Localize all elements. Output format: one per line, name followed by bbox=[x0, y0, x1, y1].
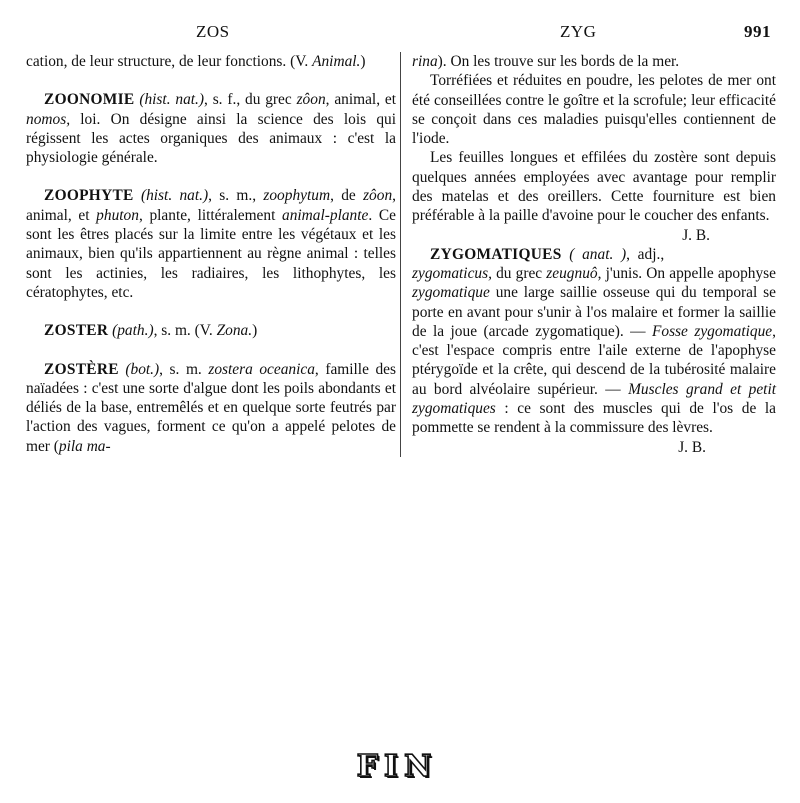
zostere-paragraph-2: Torréfiées et réduites en poudre, les pelotes de mer ont été conseillées contre le goître et la scrofule; leur efficacité se conçoit dans ces maladies puisqu'elles contiennent de l'iode. bbox=[412, 72, 776, 148]
headword: ZOOPHYTE bbox=[44, 187, 134, 205]
signature: J. B. bbox=[682, 226, 710, 244]
zostere-continuation: rina). On les trouve sur les bords de la mer. bbox=[412, 53, 680, 70]
header-right-word: ZYG bbox=[560, 22, 597, 41]
entry-zostere: ZOSTÈRE (bot.), s. m. zostera oceanica, famille des naïadées : c'est une sorte d'algue dont les poils abondants et déliés de la base, entremêlés et en quelque sorte feutrés par l'action des vagues, forment ce qu'on a appelé pelotes de mer (pila ma- bbox=[26, 360, 396, 455]
column-divider bbox=[400, 52, 401, 457]
signature: J. B. bbox=[678, 438, 706, 456]
zostere-paragraph-3: Les feuilles longues et effilées du zostère sont depuis quelques années employées avec avantage pour remplir des matelas et des oreillers. Cette fourniture est bien préférable à la paille d'avoine pour le coucher des enfants. J. B. bbox=[412, 149, 776, 244]
entry-zoonomie: ZOONOMIE (hist. nat.), s. f., du grec zôon, animal, et nomos, loi. On désigne ainsi la science des lois qui régissent les actes organiques des animaux : c'est la physiologie générale. bbox=[26, 91, 396, 167]
fin-ornament: FIN bbox=[356, 749, 438, 784]
running-header bbox=[0, 22, 800, 48]
entry-zoster: ZOSTER (path.), s. m. (V. Zona.) bbox=[44, 322, 258, 340]
entry-zygomatiques: ZYGOMATIQUES ( anat. ), adj., zygomaticus, du grec zeugnuô, j'unis. On appelle apophyse zygomatique une large saillie osseuse qui du temporal se porte en avant pour s'unir à l'os malaire et former la saillie de la joue (arcade zygomatique). — Fosse zygomatique, c'est l'espace compris entre l'aile externe de l'apophyse ptérygoïde et la crête, qui descend de la tubérosité malaire au bord alvéolaire supérieur. — Muscles grand et petit zygomatiques : ce sont des muscles qui de l'os de la pommette se rendent à la commissure des lèvres. bbox=[412, 245, 776, 437]
headword: ZOSTER bbox=[44, 322, 109, 340]
page-number: 991 bbox=[744, 22, 771, 41]
headword: ZOONOMIE bbox=[44, 91, 135, 109]
continuation-paragraph: cation, de leur structure, de leur fonctions. (V. Animal.) bbox=[26, 53, 366, 70]
headword: ZYGOMATIQUES bbox=[430, 245, 562, 263]
entry-zoophyte: ZOOPHYTE (hist. nat.), s. m., zoophytum, de zôon, animal, et phuton, plante, littéralement animal-plante. Ce sont les êtres placés sur la limite entre les végétaux et les animaux, bien qu'ils appartiennent au règne animal : telles sont les actinies, les radiaires, les lithophytes, les cératophytes, etc. bbox=[26, 187, 396, 301]
headword: ZOSTÈRE bbox=[44, 360, 119, 378]
left-column bbox=[26, 52, 396, 456]
header-left-word: ZOS bbox=[196, 22, 230, 41]
right-column bbox=[412, 52, 776, 457]
